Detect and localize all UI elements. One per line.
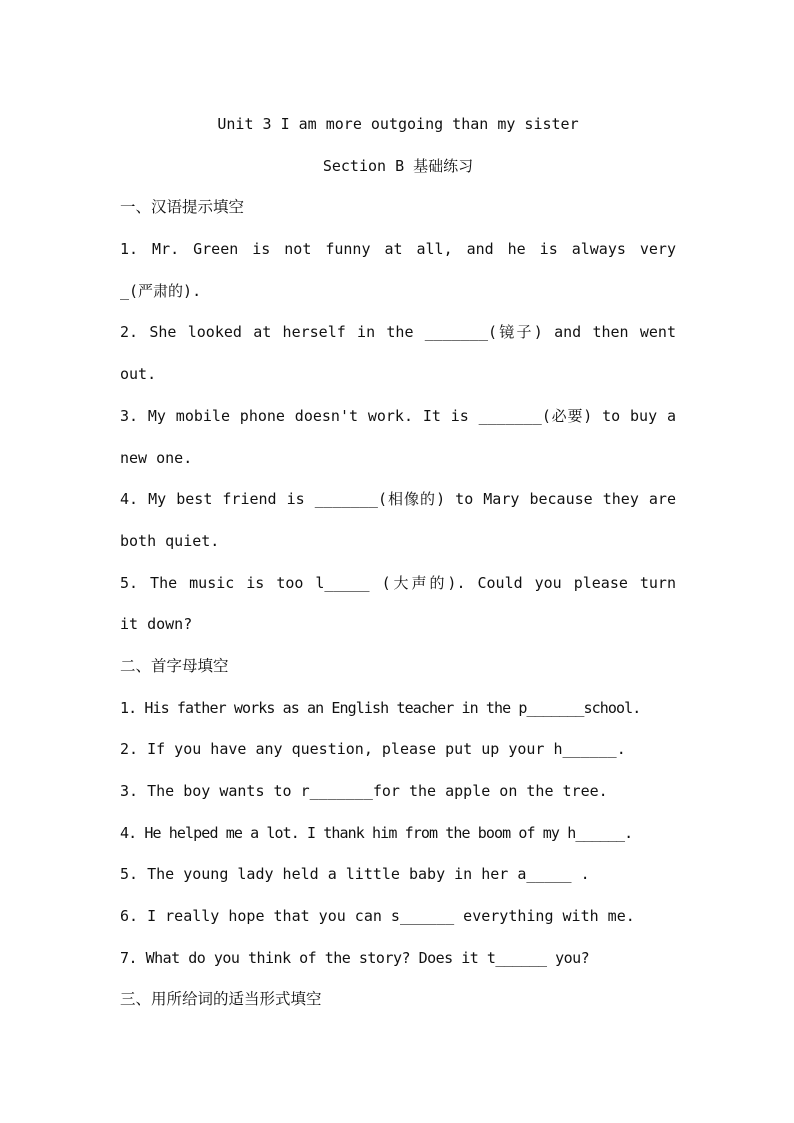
- worksheet-page: [120, 104, 676, 1021]
- section-2-line: 7. What do you think of the story? Does it t______ you?: [120, 948, 590, 967]
- worksheet-title: Unit 3 I am more outgoing than my sister: [217, 115, 579, 133]
- section-2-line: 2. If you have any question, please put up your h______.: [120, 740, 626, 759]
- section-1-line: 3. My mobile phone doesn't work. It is _______(必要) to buy a: [120, 406, 676, 425]
- section-2-heading: 二、首字母填空: [120, 656, 229, 675]
- section-2-line: 1. His father works as an English teacher in the p_______school.: [120, 698, 641, 717]
- section-1-line: 4. My best friend is _______(相像的) to Mary because they are: [120, 490, 676, 509]
- section-2-line: 4. He helped me a lot. I thank him from the boom of my h______.: [120, 823, 633, 842]
- section-1-line: out.: [120, 365, 157, 384]
- section-3-heading: 三、用所给词的适当形式填空: [120, 990, 322, 1009]
- section-2-line: 6. I really hope that you can s______ everything with me.: [120, 907, 635, 926]
- section-2-line: 3. The boy wants to r_______for the apple on the tree.: [120, 782, 608, 800]
- worksheet-subtitle: Section B 基础练习: [322, 156, 474, 175]
- section-1-line: it down?: [120, 615, 193, 634]
- section-1-line: 5. The music is too l_____ (大声的). Could you please turn: [120, 573, 676, 592]
- section-1-line: new one.: [120, 448, 193, 467]
- section-1-heading: 一、汉语提示填空: [120, 198, 245, 217]
- section-1-line: 2. She looked at herself in the _______(镜子) and then went: [120, 323, 676, 342]
- section-1-line: _(严肃的).: [120, 281, 202, 300]
- section-1-line: both quiet.: [120, 531, 220, 550]
- section-1-line: 1. Mr. Green is not funny at all, and he is always very: [120, 240, 676, 259]
- section-2-line: 5. The young lady held a little baby in her a_____ .: [120, 865, 590, 884]
